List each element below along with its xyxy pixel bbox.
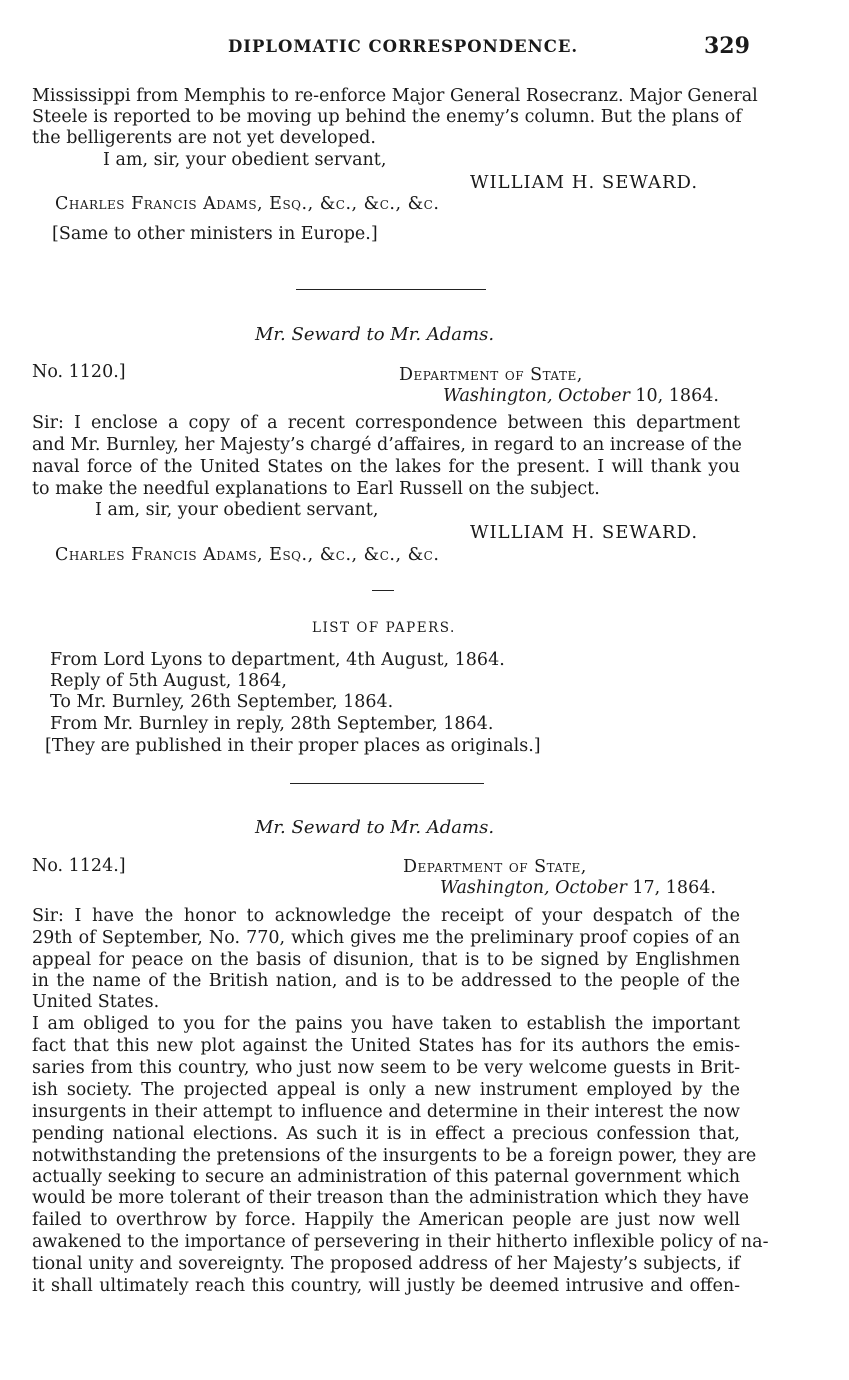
- page-number: 329: [704, 33, 750, 59]
- bracket-note: [Same to other ministers in Europe.]: [52, 224, 378, 244]
- place-date-day: 17, 1864.: [632, 878, 716, 898]
- list-item: [They are published in their proper places as originals.]: [45, 736, 541, 756]
- body-line: 29th of September, No. 770, which gives me the preliminary proof copies of an: [32, 928, 740, 948]
- short-divider: [372, 590, 394, 591]
- place-date: [443, 386, 719, 408]
- closing-line: I am, sir, your obedient servant,: [103, 150, 387, 170]
- body-line: saries from this country, who just now seem to be very welcome guests in Brit-: [32, 1058, 740, 1078]
- department-line: Department of State,: [403, 857, 587, 877]
- letter-heading: Mr. Seward to Mr. Adams.: [255, 817, 495, 838]
- body-line: fact that this new plot against the United States has for its authors the emis-: [32, 1036, 740, 1056]
- addressee: Charles Francis Adams, Esq., &c., &c., &c.: [55, 545, 440, 565]
- place-date-day: 10, 1864.: [635, 386, 719, 406]
- section-divider: [290, 783, 484, 784]
- list-item: To Mr. Burnley, 26th September, 1864.: [50, 692, 394, 712]
- list-item: Reply of 5th August, 1864,: [50, 671, 287, 691]
- body-line: Mississippi from Memphis to re-enforce Major General Rosecranz. Major General: [32, 86, 758, 106]
- body-line: and Mr. Burnley, her Majesty’s chargé d’affaires, in regard to an increase of the: [32, 435, 742, 455]
- place-date: [440, 878, 716, 900]
- department-line: Department of State,: [399, 365, 583, 385]
- list-item: From Mr. Burnley in reply, 28th September, 1864.: [50, 714, 494, 734]
- body-line: Sir: I have the honor to acknowledge the receipt of your despatch of the: [32, 906, 740, 926]
- running-header-title: DIPLOMATIC CORRESPONDENCE.: [228, 37, 579, 56]
- body-line: it shall ultimately reach this country, will justly be deemed intrusive and offen-: [32, 1276, 740, 1296]
- addressee: Charles Francis Adams, Esq., &c., &c., &c.: [55, 194, 440, 214]
- body-line: Steele is reported to be moving up behind the enemy’s column. But the plans of: [32, 107, 742, 127]
- body-line: pending national elections. As such it is in effect a precious confession that,: [32, 1124, 740, 1144]
- body-line: naval force of the United States on the lakes for the present. I will thank you: [32, 457, 740, 477]
- body-line: tional unity and sovereignty. The proposed address of her Majesty’s subjects, if: [32, 1254, 740, 1274]
- body-line: notwithstanding the pretensions of the insurgents to be a foreign power, they are: [32, 1146, 757, 1166]
- place-date-place: Washington, October: [440, 878, 627, 898]
- letter-number: No. 1120.]: [32, 362, 126, 382]
- body-line: the belligerents are not yet developed.: [32, 128, 376, 148]
- section-divider: [296, 289, 486, 290]
- body-line: insurgents in their attempt to influence and determine in their interest the now: [32, 1102, 740, 1122]
- body-line: failed to overthrow by force. Happily the American people are just now well: [32, 1210, 740, 1230]
- body-line: in the name of the British nation, and is to be addressed to the people of the: [32, 971, 740, 991]
- body-line: United States.: [32, 992, 160, 1012]
- body-line: ish society. The projected appeal is only a new instrument employed by the: [32, 1080, 740, 1100]
- list-item: From Lord Lyons to department, 4th August, 1864.: [50, 650, 505, 670]
- signature: WILLIAM H. SEWARD.: [470, 172, 699, 193]
- list-heading: LIST OF PAPERS.: [312, 620, 456, 636]
- body-line: would be more tolerant of their treason than the administration which they have: [32, 1188, 750, 1208]
- body-line: to make the needful explanations to Earl Russell on the subject.: [32, 479, 600, 499]
- body-line: I am obliged to you for the pains you have taken to establish the important: [32, 1014, 740, 1034]
- closing-line: I am, sir, your obedient servant,: [95, 500, 379, 520]
- signature: WILLIAM H. SEWARD.: [470, 522, 699, 543]
- body-line: Sir: I enclose a copy of a recent correspondence between this department: [32, 413, 740, 433]
- body-line: appeal for peace on the basis of disunion, that is to be signed by Englishmen: [32, 950, 740, 970]
- place-date-place: Washington, October: [443, 386, 630, 406]
- body-line: actually seeking to secure an administration of this paternal government which: [32, 1167, 740, 1187]
- body-line: awakened to the importance of persevering in their hitherto inflexible policy of na-: [32, 1232, 769, 1252]
- letter-heading: Mr. Seward to Mr. Adams.: [255, 324, 495, 345]
- letter-number: No. 1124.]: [32, 856, 126, 876]
